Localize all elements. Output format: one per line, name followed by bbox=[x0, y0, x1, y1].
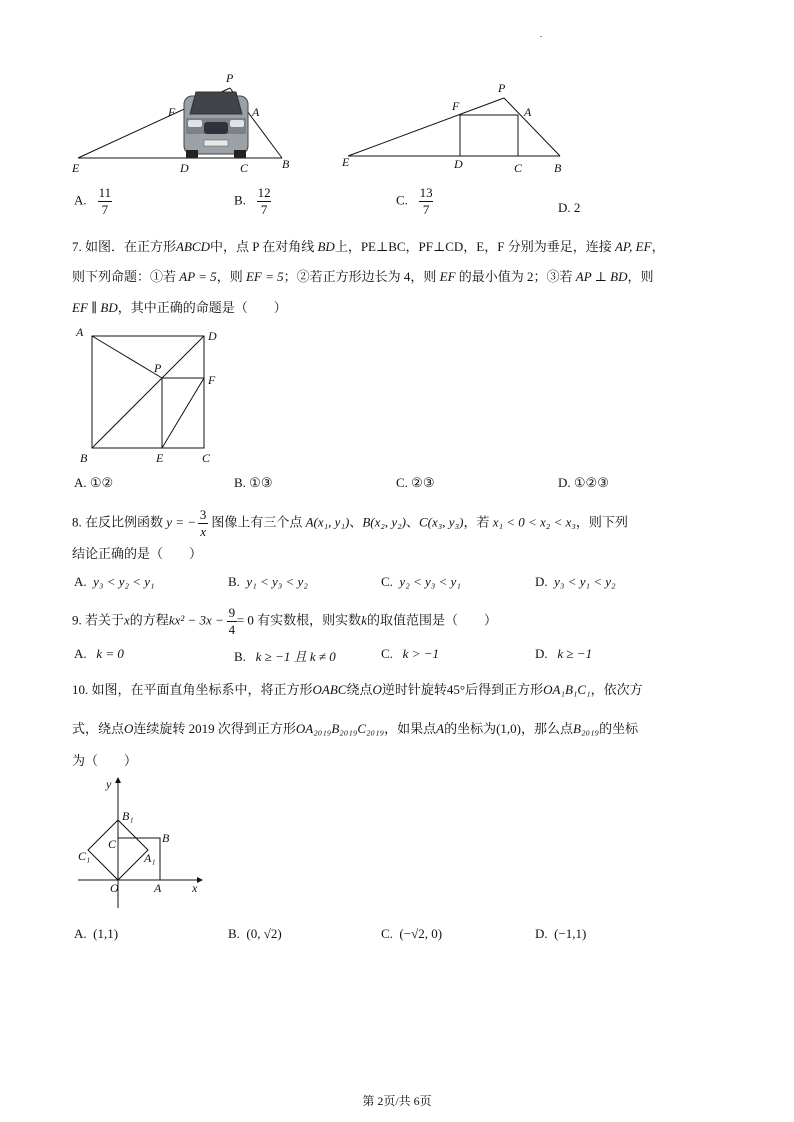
q7-label-A: A bbox=[76, 325, 84, 339]
q7-option-c[interactable]: C. ②③ bbox=[396, 475, 435, 490]
q10-label-B: B bbox=[162, 831, 170, 845]
q7-option-b[interactable]: B. ①③ bbox=[234, 475, 273, 490]
q10-label-O: O bbox=[110, 881, 119, 895]
q6r-label-A: A bbox=[524, 105, 532, 119]
q7-line-2: 则下列命题：①若 AP = 5，则 EF = 5；②若正方形边长为 4，则 EF 的最小值为 2；③若 AP ⊥ BD，则 bbox=[72, 269, 654, 284]
q8-option-a[interactable]: A. y₃ < y₂ < y₁ bbox=[74, 574, 155, 589]
q7-label-D: D bbox=[208, 329, 217, 343]
q8-line-1: 8. 在反比例函数 y = − $\frac{3}{x}$ 图像上有三个点 A(x₁, y₁)、B(x₂, y₂)、C(x₃, y₃)，若 x₁ < 0 < x₂ < x₃，则下列 bbox=[72, 507, 628, 539]
q10-option-a[interactable]: A. (1,1) bbox=[74, 926, 119, 941]
q6l-label-D: D bbox=[180, 161, 189, 175]
q6l-label-P: P bbox=[226, 71, 234, 85]
q8-option-d[interactable]: D. y₃ < y₁ < y₂ bbox=[535, 574, 616, 589]
q10-label-y: y bbox=[106, 777, 112, 791]
q7-label-B: B bbox=[80, 451, 88, 465]
q9-option-c[interactable]: C. k > −1 bbox=[381, 646, 439, 661]
q10-line-1: 10. 如图，在平面直角坐标系中，将正方形OABC绕点O逆时针旋转45°后得到正方形OA₁B₁C₁，依次方 bbox=[72, 682, 643, 697]
q9-option-b[interactable]: B. k ≥ −1 且 k ≠ 0 bbox=[234, 649, 336, 664]
q9-line: 9. 若关于x的方程kx² − 3x − $\frac{9}{4}$ = 0 有实数根，则实数k的取值范围是（ ） bbox=[72, 605, 497, 637]
q7-line-1: 7. 如图．在正方形ABCD中，点 P 在对角线 BD上，PE⊥BC，PF⊥CD，E，F 分别为垂足，连接 AP, EF， bbox=[72, 239, 665, 254]
q6-option-b[interactable]: B. $\frac{12}{7}$ bbox=[234, 185, 271, 217]
q10-line-2: 式，绕点O连续旋转 2019 次得到正方形OA₂₀₁₉B₂₀₁₉C₂₀₁₉，如果点A的坐标为(1,0)，那么点B₂₀₁₉的坐标 bbox=[72, 721, 639, 736]
q6l-label-A: A bbox=[252, 105, 260, 119]
q10-option-d[interactable]: D. (−1,1) bbox=[535, 926, 587, 941]
q7-option-a[interactable]: A. ①② bbox=[74, 475, 114, 490]
q6l-label-F: F bbox=[168, 105, 176, 119]
q6l-label-E: E bbox=[72, 161, 80, 175]
q6r-label-B: B bbox=[554, 161, 562, 175]
q10-option-c[interactable]: C. (−√2, 0) bbox=[381, 926, 443, 941]
q7-option-d[interactable]: D. ①②③ bbox=[558, 475, 609, 490]
q7-label-E: E bbox=[156, 451, 164, 465]
q6-option-d[interactable]: D. 2 bbox=[558, 200, 581, 215]
car-icon bbox=[184, 92, 248, 158]
q7-label-C: C bbox=[202, 451, 211, 465]
q10-label-C1: C₁ bbox=[78, 849, 91, 863]
q9-option-a[interactable]: A. k = 0 bbox=[74, 646, 124, 661]
q8-option-b[interactable]: B. y₁ < y₃ < y₂ bbox=[228, 574, 308, 589]
q6r-label-C: C bbox=[514, 161, 523, 175]
q7-line-3: EF ∥ BD，其中正确的命题是（ ） bbox=[72, 300, 287, 315]
q10-label-C: C bbox=[108, 837, 117, 851]
q10-label-B1: B₁ bbox=[122, 809, 134, 823]
q6-option-c[interactable]: C. $\frac{13}{7}$ bbox=[396, 185, 433, 217]
q9-option-d[interactable]: D. k ≥ −1 bbox=[535, 646, 593, 661]
q10-label-x: x bbox=[192, 881, 198, 895]
q6r-label-F: F bbox=[452, 99, 460, 113]
q8-line-2: 结论正确的是（ ） bbox=[72, 546, 203, 561]
q7-label-P: P bbox=[154, 361, 162, 375]
q6l-label-C: C bbox=[240, 161, 249, 175]
q10-option-b[interactable]: B. (0, √2) bbox=[228, 926, 282, 941]
page-mark bbox=[540, 36, 542, 37]
q6r-label-E: E bbox=[342, 155, 350, 169]
q6-figure-right bbox=[338, 78, 578, 178]
q7-label-F: F bbox=[208, 373, 216, 387]
q10-label-A1: A₁ bbox=[144, 851, 156, 865]
q10-line-3: 为（ ） bbox=[72, 753, 138, 768]
q8-option-c[interactable]: C. y₂ < y₃ < y₁ bbox=[381, 574, 461, 589]
q10-label-A: A bbox=[154, 881, 162, 895]
q6r-label-P: P bbox=[498, 81, 506, 95]
q6-option-a[interactable]: A. $\frac{11}{7}$ bbox=[74, 185, 112, 217]
q7-figure bbox=[74, 322, 234, 468]
q6r-label-D: D bbox=[454, 157, 463, 171]
q6l-label-B: B bbox=[282, 157, 290, 171]
q10-figure bbox=[72, 772, 212, 912]
page-footer: 第 2页/共 6页 bbox=[362, 1094, 432, 1108]
q6-figure-left bbox=[70, 70, 300, 180]
